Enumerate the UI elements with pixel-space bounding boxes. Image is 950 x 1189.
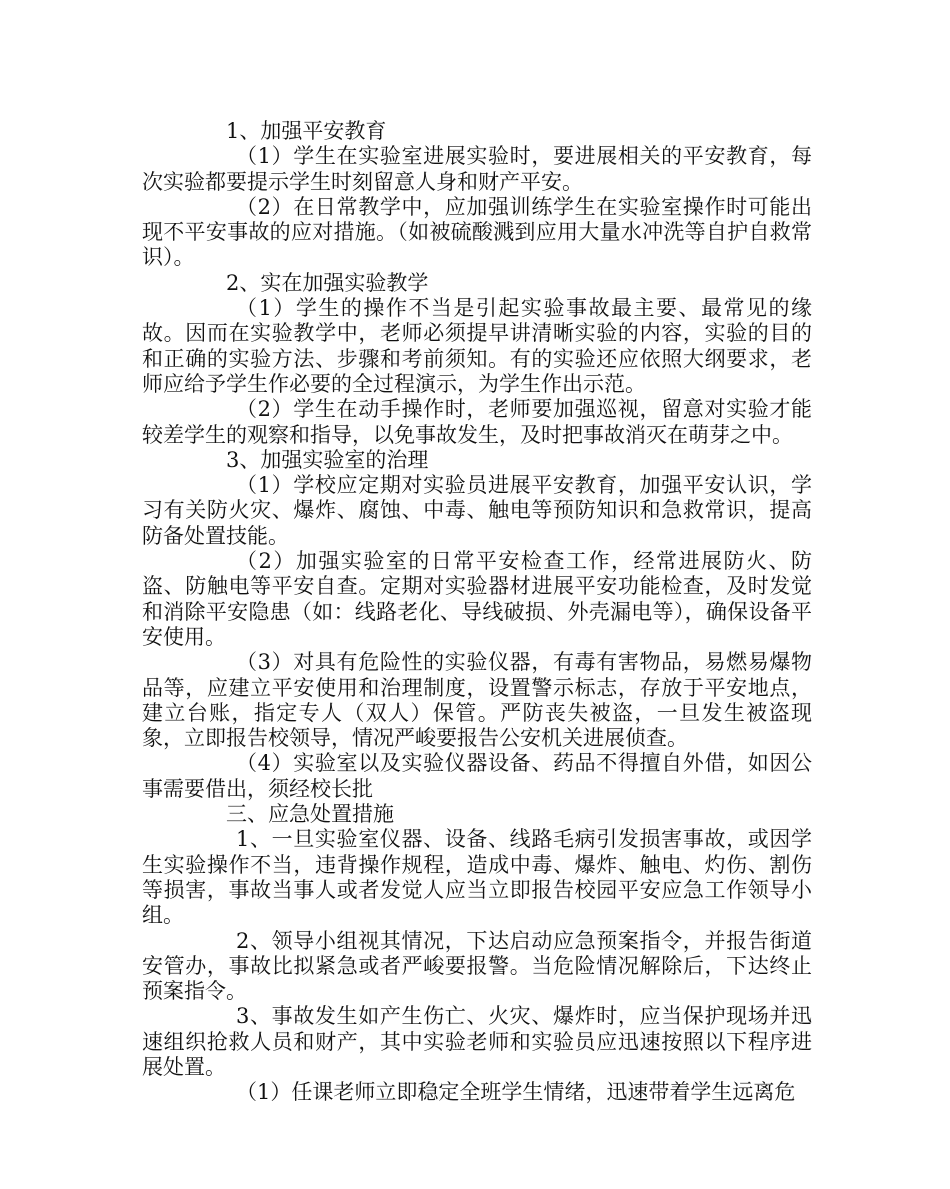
paragraph: （3）对具有危险性的实验仪器，有毒有害物品，易燃易爆物品等，应建立平安使用和治理制度，设置警示标志，存放于平安地点，建立台账，指定专人（双人）保管。严防丧失被盗，一旦发生被盗现象，立即报告校领导，情况严峻要报告公安机关进展侦查。 [142, 650, 812, 751]
paragraph: 2、领导小组视其情况，下达启动应急预案指令，并报告街道安管办，事故比拟紧急或者严峻要报警。当危险情况解除后，下达终止预案指令。 [142, 928, 812, 1004]
paragraph: （4）实验室以及实验仪器设备、药品不得擅自外借，如因公事需要借出，须经校长批 [142, 751, 812, 801]
paragraph: （2）在日常教学中，应加强训练学生在实验室操作时可能出现不平安事故的应对措施。（如被硫酸溅到应用大量水冲洗等自护自救常识）。 [142, 194, 812, 270]
document-body [142, 119, 812, 1106]
section-heading: 1、加强平安教育 [226, 119, 387, 143]
paragraph: （1）学生在实验室进展实验时，要进展相关的平安教育，每次实验都要提示学生时刻留意人身和财产平安。 [142, 144, 812, 194]
section-heading: 2、实在加强实验教学 [226, 270, 429, 295]
paragraph: （1）学生的操作不当是引起实验事故最主要、最常见的缘故。因而在实验教学中，老师必须提早讲清晰实验的内容，实验的目的和正确的实验方法、步骤和考前须知。有的实验还应依照大纲要求，老师应给予学生作必要的全过程演示，为学生作出示范。 [142, 296, 812, 396]
paragraph: （2）学生在动手操作时，老师要加强巡视，留意对实验才能较差学生的观察和指导，以免事故发生，及时把事故消灭在萌芽之中。 [142, 397, 812, 447]
paragraph: （2）加强实验室的日常平安检查工作，经常进展防火、防盗、防触电等平安自查。定期对实验器材进展平安功能检查，及时发觉和消除平安隐患（如：线路老化、导线破损、外壳漏电等），确保设备平安使用。 [142, 549, 812, 649]
paragraph: 3、事故发生如产生伤亡、火灾、爆炸时，应当保护现场并迅速组织抢救人员和财产，其中实验老师和实验员应迅速按照以下程序进展处置。 [142, 1004, 812, 1079]
section-heading: 3、加强实验室的治理 [226, 447, 429, 472]
section-heading: 三、应急处置措施 [226, 802, 394, 827]
paragraph: （1）学校应定期对实验员进展平安教育，加强平安认识，学习有关防火灾、爆炸、腐蚀、中毒、触电等预防知识和急救常识，提高防备处置技能。 [142, 473, 812, 548]
paragraph: 1、一旦实验室仪器、设备、线路毛病引发损害事故，或因学生实验操作不当，违背操作规程，造成中毒、爆炸、触电、灼伤、割伤等损害，事故当事人或者发觉人应当立即报告校园平安应急工作领导小组。 [142, 827, 812, 928]
paragraph: （1）任课老师立即稳定全班学生情绪，迅速带着学生远离危 [236, 1080, 796, 1105]
